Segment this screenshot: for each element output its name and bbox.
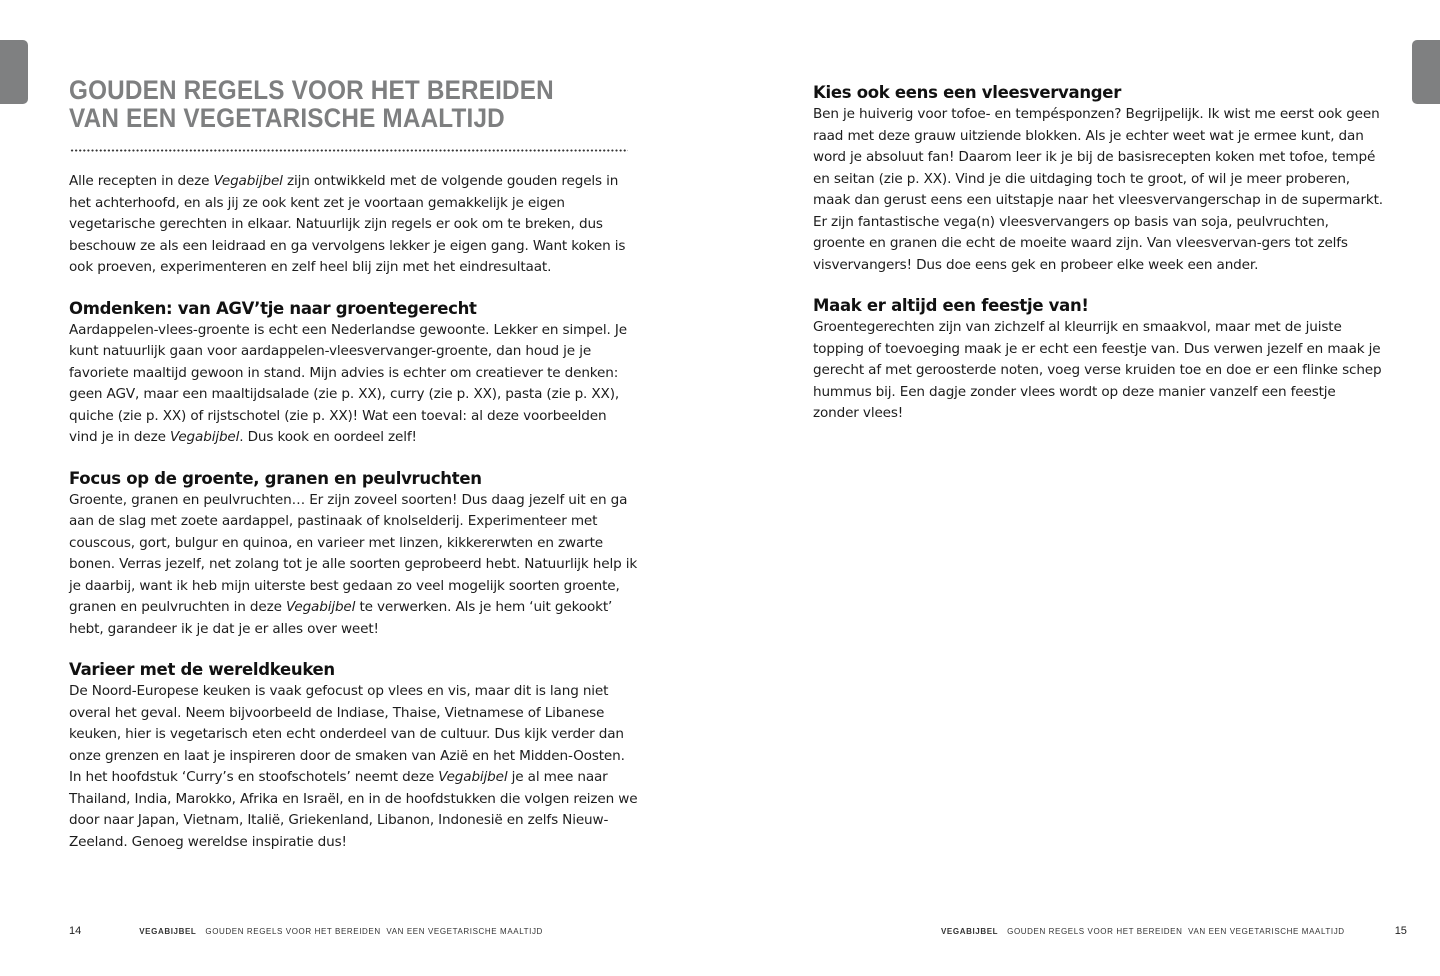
right-page-column xyxy=(813,82,1383,444)
section-heading: Omdenken: van AGV’tje naar groentegerecht xyxy=(69,298,477,318)
section-body: Ben je huiverig voor tofoe- en tempésponzen? Begrijpelijk. Ik wist me eerst ook geen raad met deze grauw uitziende blokken. Als je echter weet wat je ermee kunt, dan word je absoluut fan! Daarom leer ik je bij de basisrecepten koken met tofoe, tempé en seitan (zie p. XX). Vind je die uitdaging toch te groot, of wil je meer proberen, maak dan gerust eens een uitstapje naar het vleesvervangerschap in de supermarkt. Er zijn fantastische vega(n) vleesvervangers op basis van soja, peulvruchten, groente en granen die echt de moeite waard zijn. Van vleesvervan-gers tot zelfs visvervangers! Dus doe eens gek en probeer elke week een ander. xyxy=(813,106,1383,273)
running-title: GOUDEN REGELS VOOR HET BEREIDEN VAN EEN VEGETARISCHE MAALTIJD xyxy=(205,927,543,936)
page-title xyxy=(69,76,573,132)
section-vleesvervanger xyxy=(813,82,1383,276)
footer-left xyxy=(69,925,543,937)
section-body: Groente, granen en peulvruchten… Er zijn zoveel soorten! Dus daag jezelf uit en ga aan de slag met zoete aardappel, pastinaak of knolselderij. Experimenteer met couscous, gort, bulgur en quinoa, en varieer met linzen, kikkererwten en zwarte bonen. Verras jezelf, net zolang tot je alle soorten geprobeerd hebt. Natuurlijk help ik je daarbij, want ik heb mijn uiterste best gedaan zo veel mogelijk soorten groente, granen en peulvruchten in deze Vegabijbel te verwerken. Als je hem ‘uit gekookt’ hebt, garandeer ik je dat je er alles over weet! xyxy=(69,491,638,637)
section-body: De Noord-Europese keuken is vaak gefocust op vlees en vis, maar dit is lang niet overal het geval. Neem bijvoorbeeld de Indiase, Thaise, Vietnamese of Libanese keuken, hier is vegetarisch eten echt onderdeel van de cultuur. Dus kijk verder dan onze grenzen en laat je inspireren door de smaken van Azië en het Midden-Oosten. In het hoofdstuk ‘Curry’s en stoofschotels’ neemt deze Vegabijbel je al mee naar Thailand, India, Marokko, Afrika en Israël, en in de hoofdstukken die volgen reizen we door naar Japan, Vietnam, Italië, Griekenland, Libanon, Indonesië en zelfs Nieuw-Zeeland. Genoeg wereldse inspiratie dus! xyxy=(69,683,638,850)
title-line-2: VAN EEN VEGETARISCHE MAALTIJD xyxy=(69,103,505,133)
footer-brand: VEGABIJBEL xyxy=(139,927,197,936)
section-wereldkeuken xyxy=(69,659,639,853)
footer-brand: VEGABIJBEL xyxy=(941,927,999,936)
dotted-divider xyxy=(70,149,628,152)
section-heading: Kies ook eens een vleesvervanger xyxy=(813,83,1122,102)
section-focus-groente xyxy=(69,468,639,641)
section-feestje xyxy=(813,295,1383,425)
section-heading: Maak er altijd een feestje van! xyxy=(813,296,1089,315)
section-heading: Varieer met de wereldkeuken xyxy=(69,660,335,679)
left-page-column xyxy=(69,171,639,872)
footer-right xyxy=(941,925,1407,937)
section-body: Groentegerechten zijn van zichzelf al kleurrijk en smaakvol, maar met de juiste topping of toevoeging maak je er echt een feestje van. Dus verwen jezelf en maak je gerecht af met geroosterde noten, voeg verse kruiden toe en doe er een flinke schep hummus bij. Een dagje zonder vlees wordt op deze manier vanzelf een feestje zonder vlees! xyxy=(813,319,1382,421)
section-body: Aardappelen-vlees-groente is echt een Nederlandse gewoonte. Lekker en simpel. Je kunt natuurlijk gaan voor aardappelen-vleesvervanger-groente, dan houd je je favoriete maaltijd gewoon in stand. Mijn advies is echter om creatiever te denken: geen AGV, maar een maaltijdsalade (zie p. XX), curry (zie p. XX), pasta (zie p. XX), quiche (zie p. XX) of rijstschotel (zie p. XX)! Wat een toeval: al deze voorbeelden vind je in deze Vegabijbel. Dus kook en oordeel zelf! xyxy=(69,321,627,445)
chapter-tab-right xyxy=(1412,40,1440,104)
page-number: 15 xyxy=(1394,925,1407,937)
intro-paragraph: Alle recepten in deze Vegabijbel zijn ontwikkeld met de volgende gouden regels in het achterhoofd, en als jij ze ook kent zet je voortaan gemakkelijk je eigen vegetarische gerechten in elkaar. Natuurlijk zijn regels er ook om te breken, dus beschouw ze als een leidraad en ga vervolgens lekker je eigen gang. Want koken is ook proeven, experimenteren en zelf heel blij zijn met het eindresultaat. xyxy=(69,173,626,275)
page-number: 14 xyxy=(69,925,82,937)
section-omdenken xyxy=(69,298,639,449)
chapter-tab-left xyxy=(0,40,28,104)
title-line-1: GOUDEN REGELS VOOR HET BEREIDEN xyxy=(69,75,554,105)
section-heading: Focus op de groente, granen en peulvruchten xyxy=(69,468,482,488)
running-title: GOUDEN REGELS VOOR HET BEREIDEN VAN EEN VEGETARISCHE MAALTIJD xyxy=(1007,927,1345,936)
